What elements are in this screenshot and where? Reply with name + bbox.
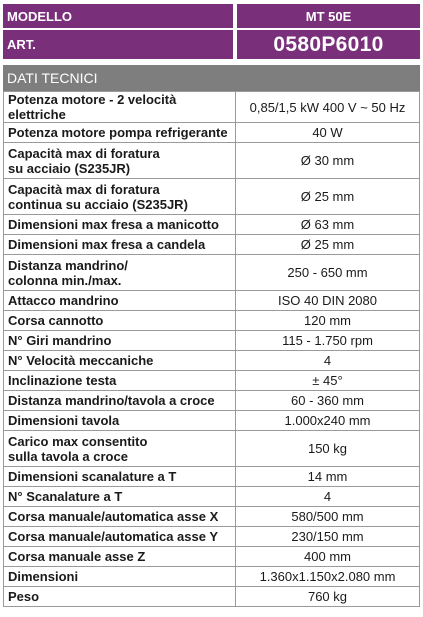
spec-label: N° Giri mandrino <box>4 331 236 351</box>
spec-value: 115 - 1.750 rpm <box>236 331 420 351</box>
model-label: MODELLO <box>3 4 233 28</box>
spec-row <box>4 567 420 587</box>
spec-label: Potenza motore pompa refrigerante <box>4 123 236 143</box>
spec-value: 230/150 mm <box>236 527 420 547</box>
spec-row <box>4 467 420 487</box>
spec-row <box>4 331 420 351</box>
section-title: DATI TECNICI <box>3 65 420 91</box>
spec-row <box>4 235 420 255</box>
spec-label: Attacco mandrino <box>4 291 236 311</box>
spec-label: Corsa manuale/automatica asse Y <box>4 527 236 547</box>
spec-row <box>4 547 420 567</box>
spec-label: Dimensioni max fresa a manicotto <box>4 215 236 235</box>
spec-value: Ø 25 mm <box>236 235 420 255</box>
article-value: 0580P6010 <box>237 30 420 59</box>
spec-row <box>4 291 420 311</box>
spec-label: Distanza mandrino/tavola a croce <box>4 391 236 411</box>
spec-value: Ø 63 mm <box>236 215 420 235</box>
spec-row <box>4 143 420 179</box>
spec-row <box>4 507 420 527</box>
spec-table <box>3 91 420 607</box>
spec-value: 4 <box>236 351 420 371</box>
article-label: ART. <box>3 30 233 59</box>
spec-value: 250 - 650 mm <box>236 255 420 291</box>
spec-value: ISO 40 DIN 2080 <box>236 291 420 311</box>
spec-row <box>4 255 420 291</box>
spec-label: Corsa cannotto <box>4 311 236 331</box>
spec-value: 14 mm <box>236 467 420 487</box>
spec-row <box>4 391 420 411</box>
spec-label: Distanza mandrino/ colonna min./max. <box>4 255 236 291</box>
spec-value: 580/500 mm <box>236 507 420 527</box>
spec-label: Inclinazione testa <box>4 371 236 391</box>
spec-value: 1.000x240 mm <box>236 411 420 431</box>
spec-row <box>4 311 420 331</box>
spec-value: 400 mm <box>236 547 420 567</box>
spec-row <box>4 215 420 235</box>
spec-row <box>4 351 420 371</box>
spec-label: Dimensioni <box>4 567 236 587</box>
spec-row <box>4 587 420 607</box>
spec-sheet <box>3 4 420 607</box>
spec-value: Ø 25 mm <box>236 179 420 215</box>
spec-value: 120 mm <box>236 311 420 331</box>
spec-label: Peso <box>4 587 236 607</box>
spec-label: Capacità max di foratura continua su acciaio (S235JR) <box>4 179 236 215</box>
spec-value: 150 kg <box>236 431 420 467</box>
spec-label: Dimensioni max fresa a candela <box>4 235 236 255</box>
spec-label: Corsa manuale/automatica asse X <box>4 507 236 527</box>
spec-label: Potenza motore - 2 velocità elettriche <box>4 92 236 123</box>
spec-value: 1.360x1.150x2.080 mm <box>236 567 420 587</box>
spec-table-body <box>4 92 420 607</box>
spec-value: 60 - 360 mm <box>236 391 420 411</box>
spec-label: Capacità max di foratura su acciaio (S235JR) <box>4 143 236 179</box>
model-value: MT 50E <box>237 4 420 28</box>
spec-value: Ø 30 mm <box>236 143 420 179</box>
article-row <box>3 30 420 59</box>
spec-row <box>4 179 420 215</box>
spec-row <box>4 123 420 143</box>
spec-value: ± 45° <box>236 371 420 391</box>
spec-row <box>4 371 420 391</box>
spec-row <box>4 431 420 467</box>
spec-value: 40 W <box>236 123 420 143</box>
spec-value: 760 kg <box>236 587 420 607</box>
model-row <box>3 4 420 28</box>
spec-value: 0,85/1,5 kW 400 V ~ 50 Hz <box>236 92 420 123</box>
spec-value: 4 <box>236 487 420 507</box>
spec-label: Dimensioni scanalature a T <box>4 467 236 487</box>
spec-label: Carico max consentito sulla tavola a croce <box>4 431 236 467</box>
spec-label: N° Scanalature a T <box>4 487 236 507</box>
spec-label: Corsa manuale asse Z <box>4 547 236 567</box>
spec-label: Dimensioni tavola <box>4 411 236 431</box>
spec-row <box>4 487 420 507</box>
spec-row <box>4 92 420 123</box>
spec-row <box>4 527 420 547</box>
spec-row <box>4 411 420 431</box>
spec-label: N° Velocità meccaniche <box>4 351 236 371</box>
